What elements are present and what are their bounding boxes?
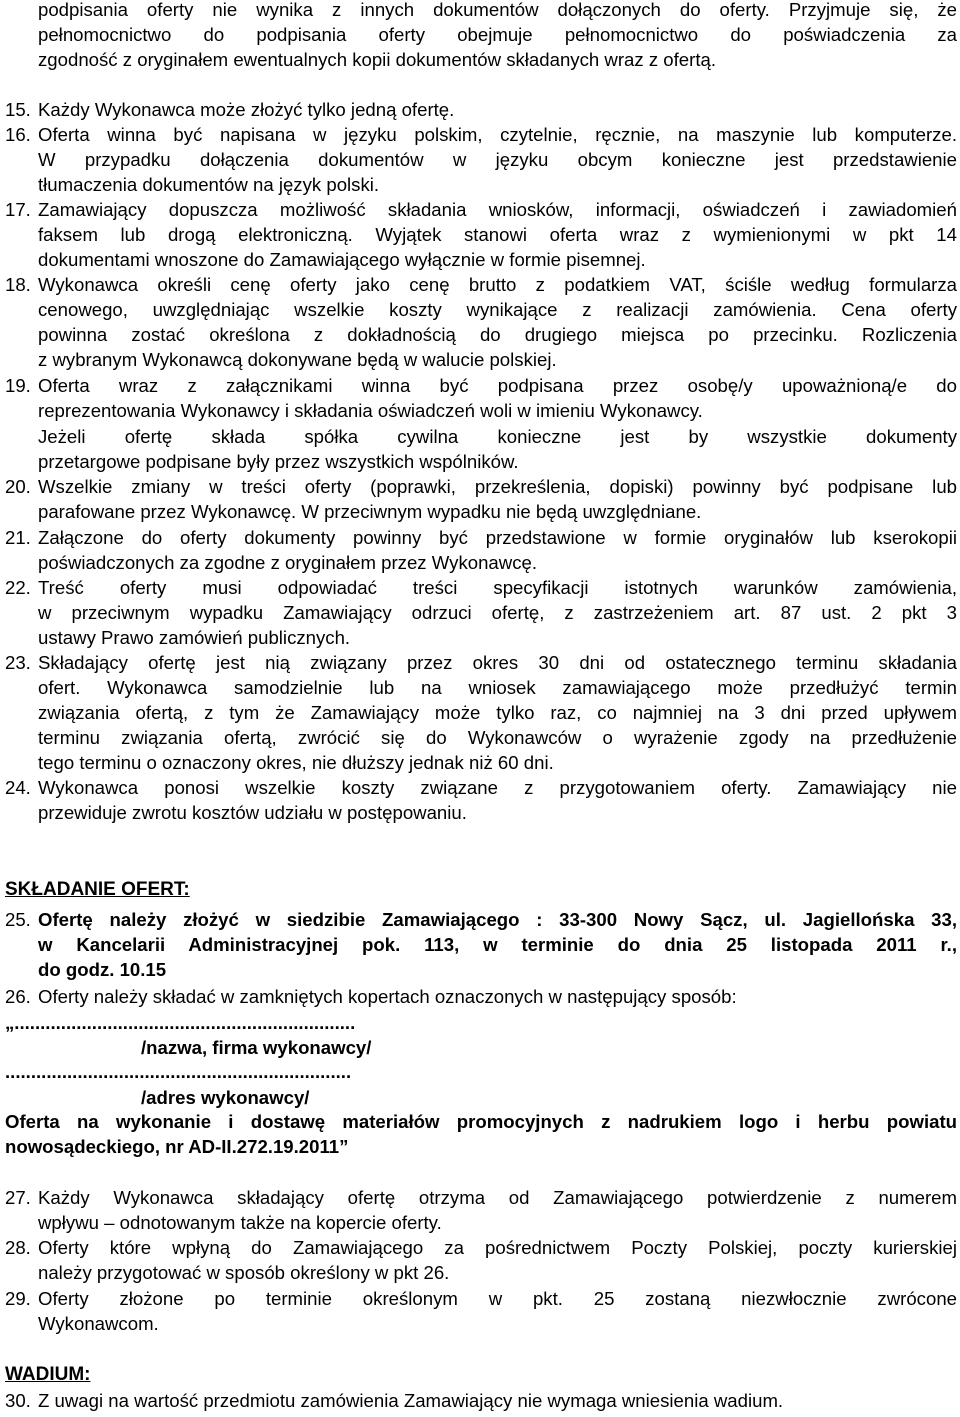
text-line: Oferty należy składać w zamkniętych kopertach oznaczonych w następujący sposób: [38, 986, 737, 1007]
text-line: dokumentami wnoszone do Zamawiającego wyłącznie w formie pisemnej. [38, 249, 646, 270]
point-number: 19. [5, 375, 31, 396]
text-line: ofert. Wykonawca samodzielnie lub na wniosek zamawiającego może przedłużyć termin [38, 677, 957, 698]
text-line: Oferta winna być napisana w języku polskim, czytelnie, ręcznie, na maszynie lub komputerze. [38, 124, 957, 145]
text-line: ustawy Prawo zamówień publicznych. [38, 627, 351, 648]
text-line: Wszelkie zmiany w treści oferty (poprawki, przekreślenia, dopiski) powinny być podpisane lub [38, 476, 957, 497]
text-line: z wybranym Wykonawcą dokonywane będą w walucie polskiej. [38, 349, 557, 370]
point-number: 24. [5, 777, 31, 798]
text-line: parafowane przez Wykonawcę. W przeciwnym wypadku nie będą uwzględniane. [38, 501, 702, 522]
text-line: Każdy Wykonawca składający ofertę otrzyma od Zamawiającego potwierdzenie z numerem [38, 1187, 957, 1208]
contractor-address-caption: /adres wykonawcy/ [141, 1087, 310, 1108]
text-line: pełnomocnictwo do podpisania oferty obejmuje pełnomocnictwo do poświadczenia za [38, 24, 957, 45]
text-line: tego terminu o oznaczony okres, nie dłuższy jednak niż 60 dni. [38, 752, 554, 773]
text-line: Z uwagi na wartość przedmiotu zamówienia Zamawiający nie wymaga wniesienia wadium. [38, 1390, 784, 1411]
dotted-line: „.................................................................. [5, 1012, 356, 1033]
text-line: przewiduje zwrotu kosztów udziału w postępowaniu. [38, 802, 467, 823]
point-number: 29. [5, 1288, 31, 1309]
point-number: 27. [5, 1187, 31, 1208]
text-line: cenowego, uwzględniając wszelkie koszty wynikające z realizacji zamówienia. Cena oferty [38, 299, 957, 320]
dotted-line: ................................................................... [5, 1061, 352, 1082]
point-number: 17. [5, 199, 31, 220]
text-line: Ofertę należy złożyć w siedzibie Zamawiającego : 33-300 Nowy Sącz, ul. Jagiellońska 33, [38, 909, 957, 930]
point-number: 25. [5, 909, 31, 930]
point-number: 22. [5, 577, 31, 598]
text-line: Treść oferty musi odpowiadać treści specyfikacji istotnych warunków zamówienia, [38, 577, 957, 598]
point-number: 26. [5, 986, 31, 1007]
point-number: 18. [5, 274, 31, 295]
text-line: Załączone do oferty dokumenty powinny być przedstawione w formie oryginałów lub kserokopii [38, 527, 957, 548]
text-line: podpisania oferty nie wynika z innych dokumentów dołączonych do oferty. Przyjmuje się, że [38, 0, 957, 20]
section-heading-skladanie-ofert: SKŁADANIE OFERT: [5, 879, 190, 900]
point-number: 23. [5, 652, 31, 673]
text-line: Jeżeli ofertę składa spółka cywilna konieczne jest by wszystkie dokumenty [38, 426, 957, 447]
text-line: w Kancelarii Administracyjnej pok. 113, w terminie do dnia 25 listopada 2011 r., [38, 934, 957, 955]
text-line: w przeciwnym wypadku Zamawiający odrzuci ofertę, z zastrzeżeniem art. 87 ust. 2 pkt 3 [38, 602, 957, 623]
text-line: należy przygotować w sposób określony w pkt 26. [38, 1262, 450, 1283]
point-number: 28. [5, 1237, 31, 1258]
text-line: Zamawiający dopuszcza możliwość składania wniosków, informacji, oświadczeń i zawiadomień [38, 199, 957, 220]
contractor-name-caption: /nazwa, firma wykonawcy/ [141, 1037, 372, 1058]
text-line: Oferty które wpłyną do Zamawiającego za pośrednictwem Poczty Polskiej, poczty kurierskiej [38, 1237, 957, 1258]
text-line: poświadczonych za zgodne z oryginałem przez Wykonawcę. [38, 552, 538, 573]
text-line: terminu związania ofertą, zwrócić się do Wykonawców o wyrażenie zgody na przedłużenie [38, 727, 957, 748]
point-number: 15. [5, 99, 31, 120]
text-line: powinna zostać określona z dokładnością do drugiego miejsca po przecinku. Rozliczenia [38, 324, 957, 345]
point-number: 30. [5, 1390, 31, 1411]
text-line: wpływu – odnotowanym także na kopercie oferty. [38, 1212, 442, 1233]
text-line: Wykonawca ponosi wszelkie koszty związane z przygotowaniem oferty. Zamawiający nie [38, 777, 957, 798]
text-line: przetargowe podpisane były przez wszystkich wspólników. [38, 451, 519, 472]
point-number: 21. [5, 527, 31, 548]
offer-title-line: nowosądeckiego, nr AD-II.272.19.2011” [5, 1136, 349, 1157]
text-line: zgodność z oryginałem ewentualnych kopii dokumentów składanych wraz z ofertą. [38, 49, 716, 70]
text-line: Każdy Wykonawca może złożyć tylko jedną ofertę. [38, 99, 455, 120]
point-number: 20. [5, 476, 31, 497]
text-line: do godz. 10.15 [38, 959, 167, 980]
text-line: tłumaczenia dokumentów na język polski. [38, 174, 380, 195]
point-number: 16. [5, 124, 31, 145]
text-line: Wykonawca określi cenę oferty jako cenę brutto z podatkiem VAT, ściśle według formularza [38, 274, 957, 295]
text-line: faksem lub drogą elektroniczną. Wyjątek stanowi oferta wraz z wymienionymi w pkt 14 [38, 224, 957, 245]
section-heading-wadium: WADIUM: [5, 1364, 91, 1385]
text-line: Oferta wraz z załącznikami winna być podpisana przez osobę/y upoważnioną/e do [38, 375, 957, 396]
offer-title-line: Oferta na wykonanie i dostawę materiałów promocyjnych z nadrukiem logo i herbu powiatu [5, 1111, 957, 1132]
text-line: związania ofertą, z tym że Zamawiający może tylko raz, co najmniej na 3 dni przed upływem [38, 702, 957, 723]
text-line: reprezentowania Wykonawcy i składania oświadczeń woli w imieniu Wykonawcy. [38, 400, 703, 421]
text-line: W przypadku dołączenia dokumentów w języku obcym konieczne jest przedstawienie [38, 149, 957, 170]
text-line: Oferty złożone po terminie określonym w pkt. 25 zostaną niezwłocznie zwrócone [38, 1288, 957, 1309]
text-line: Składający ofertę jest nią związany przez okres 30 dni od ostatecznego terminu składania [38, 652, 957, 673]
text-line: Wykonawcom. [38, 1313, 159, 1334]
